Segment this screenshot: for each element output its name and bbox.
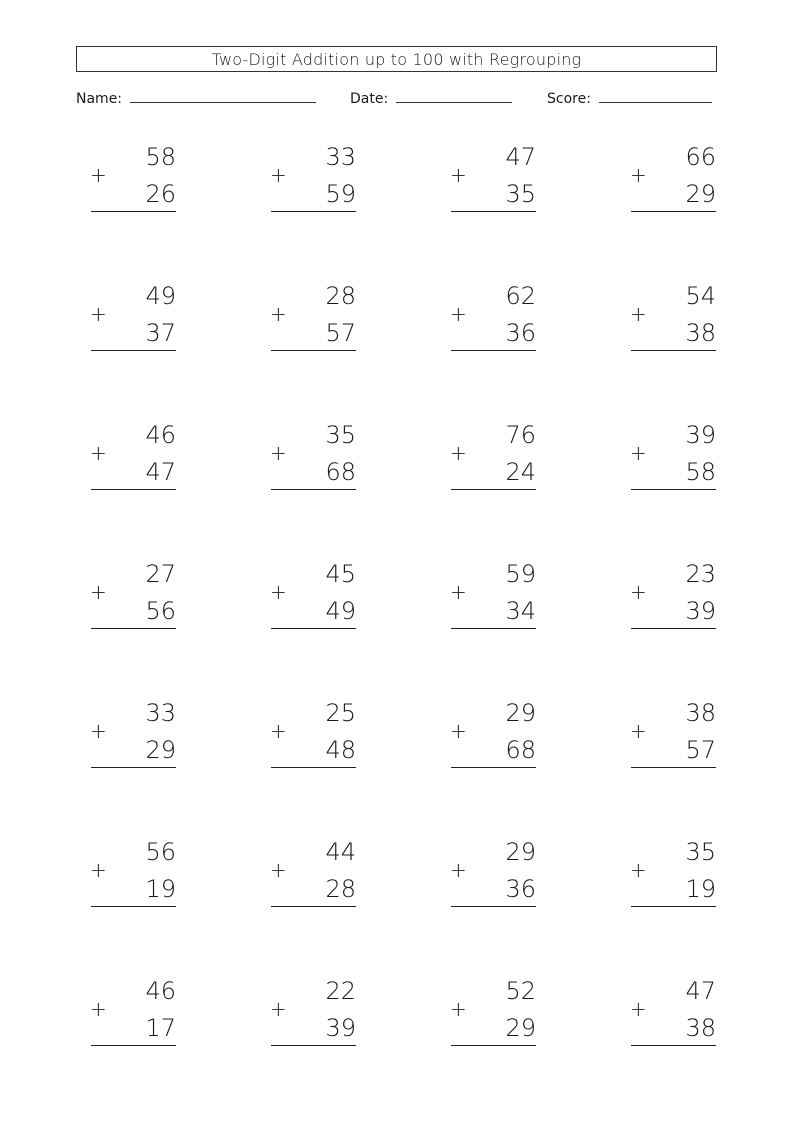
plus-sign: +: [270, 302, 287, 326]
answer-rule[interactable]: [91, 211, 176, 212]
plus-sign: +: [630, 719, 647, 743]
plus-sign: +: [90, 719, 107, 743]
plus-sign: +: [90, 580, 107, 604]
answer-rule[interactable]: [451, 906, 536, 907]
addend-top: 66: [685, 143, 716, 171]
addend-top: 27: [145, 560, 176, 588]
addend-bottom: 39: [325, 1014, 356, 1042]
answer-rule[interactable]: [631, 1045, 716, 1046]
addend-bottom: 29: [685, 180, 716, 208]
plus-sign: +: [450, 441, 467, 465]
addend-top: 45: [325, 560, 356, 588]
date-label: Date:: [350, 91, 389, 107]
addition-problem: [270, 699, 370, 779]
plus-sign: +: [450, 163, 467, 187]
answer-rule[interactable]: [631, 628, 716, 629]
addend-bottom: 36: [505, 875, 536, 903]
addition-problem: [630, 838, 730, 918]
addend-top: 29: [505, 699, 536, 727]
answer-rule[interactable]: [631, 489, 716, 490]
answer-rule[interactable]: [631, 767, 716, 768]
addition-problem: [630, 282, 730, 362]
addition-problem: [270, 977, 370, 1057]
addend-bottom: 19: [685, 875, 716, 903]
addend-bottom: 36: [505, 319, 536, 347]
addend-bottom: 19: [145, 875, 176, 903]
answer-rule[interactable]: [271, 489, 356, 490]
addend-top: 54: [685, 282, 716, 310]
addition-problem: [450, 282, 550, 362]
answer-rule[interactable]: [271, 1045, 356, 1046]
addition-problem: [270, 421, 370, 501]
plus-sign: +: [90, 302, 107, 326]
addition-problem: [450, 143, 550, 223]
answer-rule[interactable]: [451, 211, 536, 212]
plus-sign: +: [270, 997, 287, 1021]
plus-sign: +: [450, 302, 467, 326]
addend-bottom: 29: [145, 736, 176, 764]
plus-sign: +: [450, 580, 467, 604]
addend-bottom: 39: [685, 597, 716, 625]
plus-sign: +: [270, 858, 287, 882]
addend-top: 29: [505, 838, 536, 866]
addition-problem: [450, 560, 550, 640]
answer-rule[interactable]: [271, 350, 356, 351]
addend-bottom: 59: [325, 180, 356, 208]
answer-rule[interactable]: [631, 350, 716, 351]
plus-sign: +: [630, 163, 647, 187]
plus-sign: +: [270, 163, 287, 187]
addend-bottom: 47: [145, 458, 176, 486]
addition-problem: [270, 282, 370, 362]
addition-problem: [90, 421, 190, 501]
answer-rule[interactable]: [451, 350, 536, 351]
addend-top: 49: [145, 282, 176, 310]
answer-rule[interactable]: [91, 1045, 176, 1046]
addend-top: 35: [685, 838, 716, 866]
addition-problem: [90, 838, 190, 918]
addend-bottom: 68: [505, 736, 536, 764]
addend-top: 28: [325, 282, 356, 310]
addition-problem: [450, 699, 550, 779]
answer-rule[interactable]: [451, 1045, 536, 1046]
answer-rule[interactable]: [451, 767, 536, 768]
addend-top: 47: [685, 977, 716, 1005]
plus-sign: +: [90, 163, 107, 187]
addition-problem: [630, 560, 730, 640]
answer-rule[interactable]: [631, 906, 716, 907]
addend-top: 52: [505, 977, 536, 1005]
addition-problem: [90, 143, 190, 223]
addend-bottom: 68: [325, 458, 356, 486]
addend-top: 46: [145, 421, 176, 449]
answer-rule[interactable]: [91, 906, 176, 907]
addend-top: 46: [145, 977, 176, 1005]
addend-top: 38: [685, 699, 716, 727]
addend-top: 59: [505, 560, 536, 588]
answer-rule[interactable]: [91, 767, 176, 768]
plus-sign: +: [90, 997, 107, 1021]
plus-sign: +: [630, 302, 647, 326]
addend-bottom: 17: [145, 1014, 176, 1042]
worksheet-title: Two-Digit Addition up to 100 with Regrouping: [76, 46, 717, 72]
addend-top: 44: [325, 838, 356, 866]
score-label: Score:: [547, 91, 591, 107]
addition-problem: [270, 143, 370, 223]
answer-rule[interactable]: [451, 489, 536, 490]
addend-bottom: 29: [505, 1014, 536, 1042]
addend-top: 33: [145, 699, 176, 727]
answer-rule[interactable]: [271, 211, 356, 212]
addend-top: 58: [145, 143, 176, 171]
addend-top: 22: [325, 977, 356, 1005]
plus-sign: +: [270, 719, 287, 743]
addition-problem: [270, 560, 370, 640]
answer-rule[interactable]: [451, 628, 536, 629]
name-label: Name:: [76, 91, 123, 107]
plus-sign: +: [90, 858, 107, 882]
plus-sign: +: [90, 441, 107, 465]
addend-top: 39: [685, 421, 716, 449]
addend-bottom: 35: [505, 180, 536, 208]
addition-problem: [90, 282, 190, 362]
addend-top: 23: [685, 560, 716, 588]
answer-rule[interactable]: [271, 906, 356, 907]
plus-sign: +: [270, 441, 287, 465]
addend-top: 35: [325, 421, 356, 449]
addition-problem: [630, 977, 730, 1057]
addend-bottom: 57: [685, 736, 716, 764]
plus-sign: +: [450, 858, 467, 882]
addend-bottom: 49: [325, 597, 356, 625]
addition-problem: [450, 977, 550, 1057]
addition-problem: [450, 838, 550, 918]
answer-rule[interactable]: [271, 767, 356, 768]
addend-top: 56: [145, 838, 176, 866]
addend-top: 33: [325, 143, 356, 171]
plus-sign: +: [450, 997, 467, 1021]
addition-problem: [90, 560, 190, 640]
addend-top: 76: [505, 421, 536, 449]
addition-problem: [630, 421, 730, 501]
addition-problem: [270, 838, 370, 918]
addend-top: 25: [325, 699, 356, 727]
addend-bottom: 48: [325, 736, 356, 764]
addend-bottom: 24: [505, 458, 536, 486]
addend-bottom: 57: [325, 319, 356, 347]
addition-problem: [90, 977, 190, 1057]
answer-rule[interactable]: [631, 211, 716, 212]
answer-rule[interactable]: [91, 350, 176, 351]
answer-rule[interactable]: [271, 628, 356, 629]
plus-sign: +: [450, 719, 467, 743]
addition-problem: [90, 699, 190, 779]
plus-sign: +: [630, 858, 647, 882]
addend-bottom: 37: [145, 319, 176, 347]
addend-top: 47: [505, 143, 536, 171]
addition-problem: [450, 421, 550, 501]
plus-sign: +: [630, 441, 647, 465]
addend-bottom: 38: [685, 319, 716, 347]
answer-rule[interactable]: [91, 628, 176, 629]
addend-bottom: 38: [685, 1014, 716, 1042]
addend-bottom: 26: [145, 180, 176, 208]
addend-bottom: 28: [325, 875, 356, 903]
plus-sign: +: [270, 580, 287, 604]
plus-sign: +: [630, 580, 647, 604]
addition-problem: [630, 143, 730, 223]
answer-rule[interactable]: [91, 489, 176, 490]
addend-bottom: 56: [145, 597, 176, 625]
addend-top: 62: [505, 282, 536, 310]
addend-bottom: 34: [505, 597, 536, 625]
addition-problem: [630, 699, 730, 779]
plus-sign: +: [630, 997, 647, 1021]
addend-bottom: 58: [685, 458, 716, 486]
